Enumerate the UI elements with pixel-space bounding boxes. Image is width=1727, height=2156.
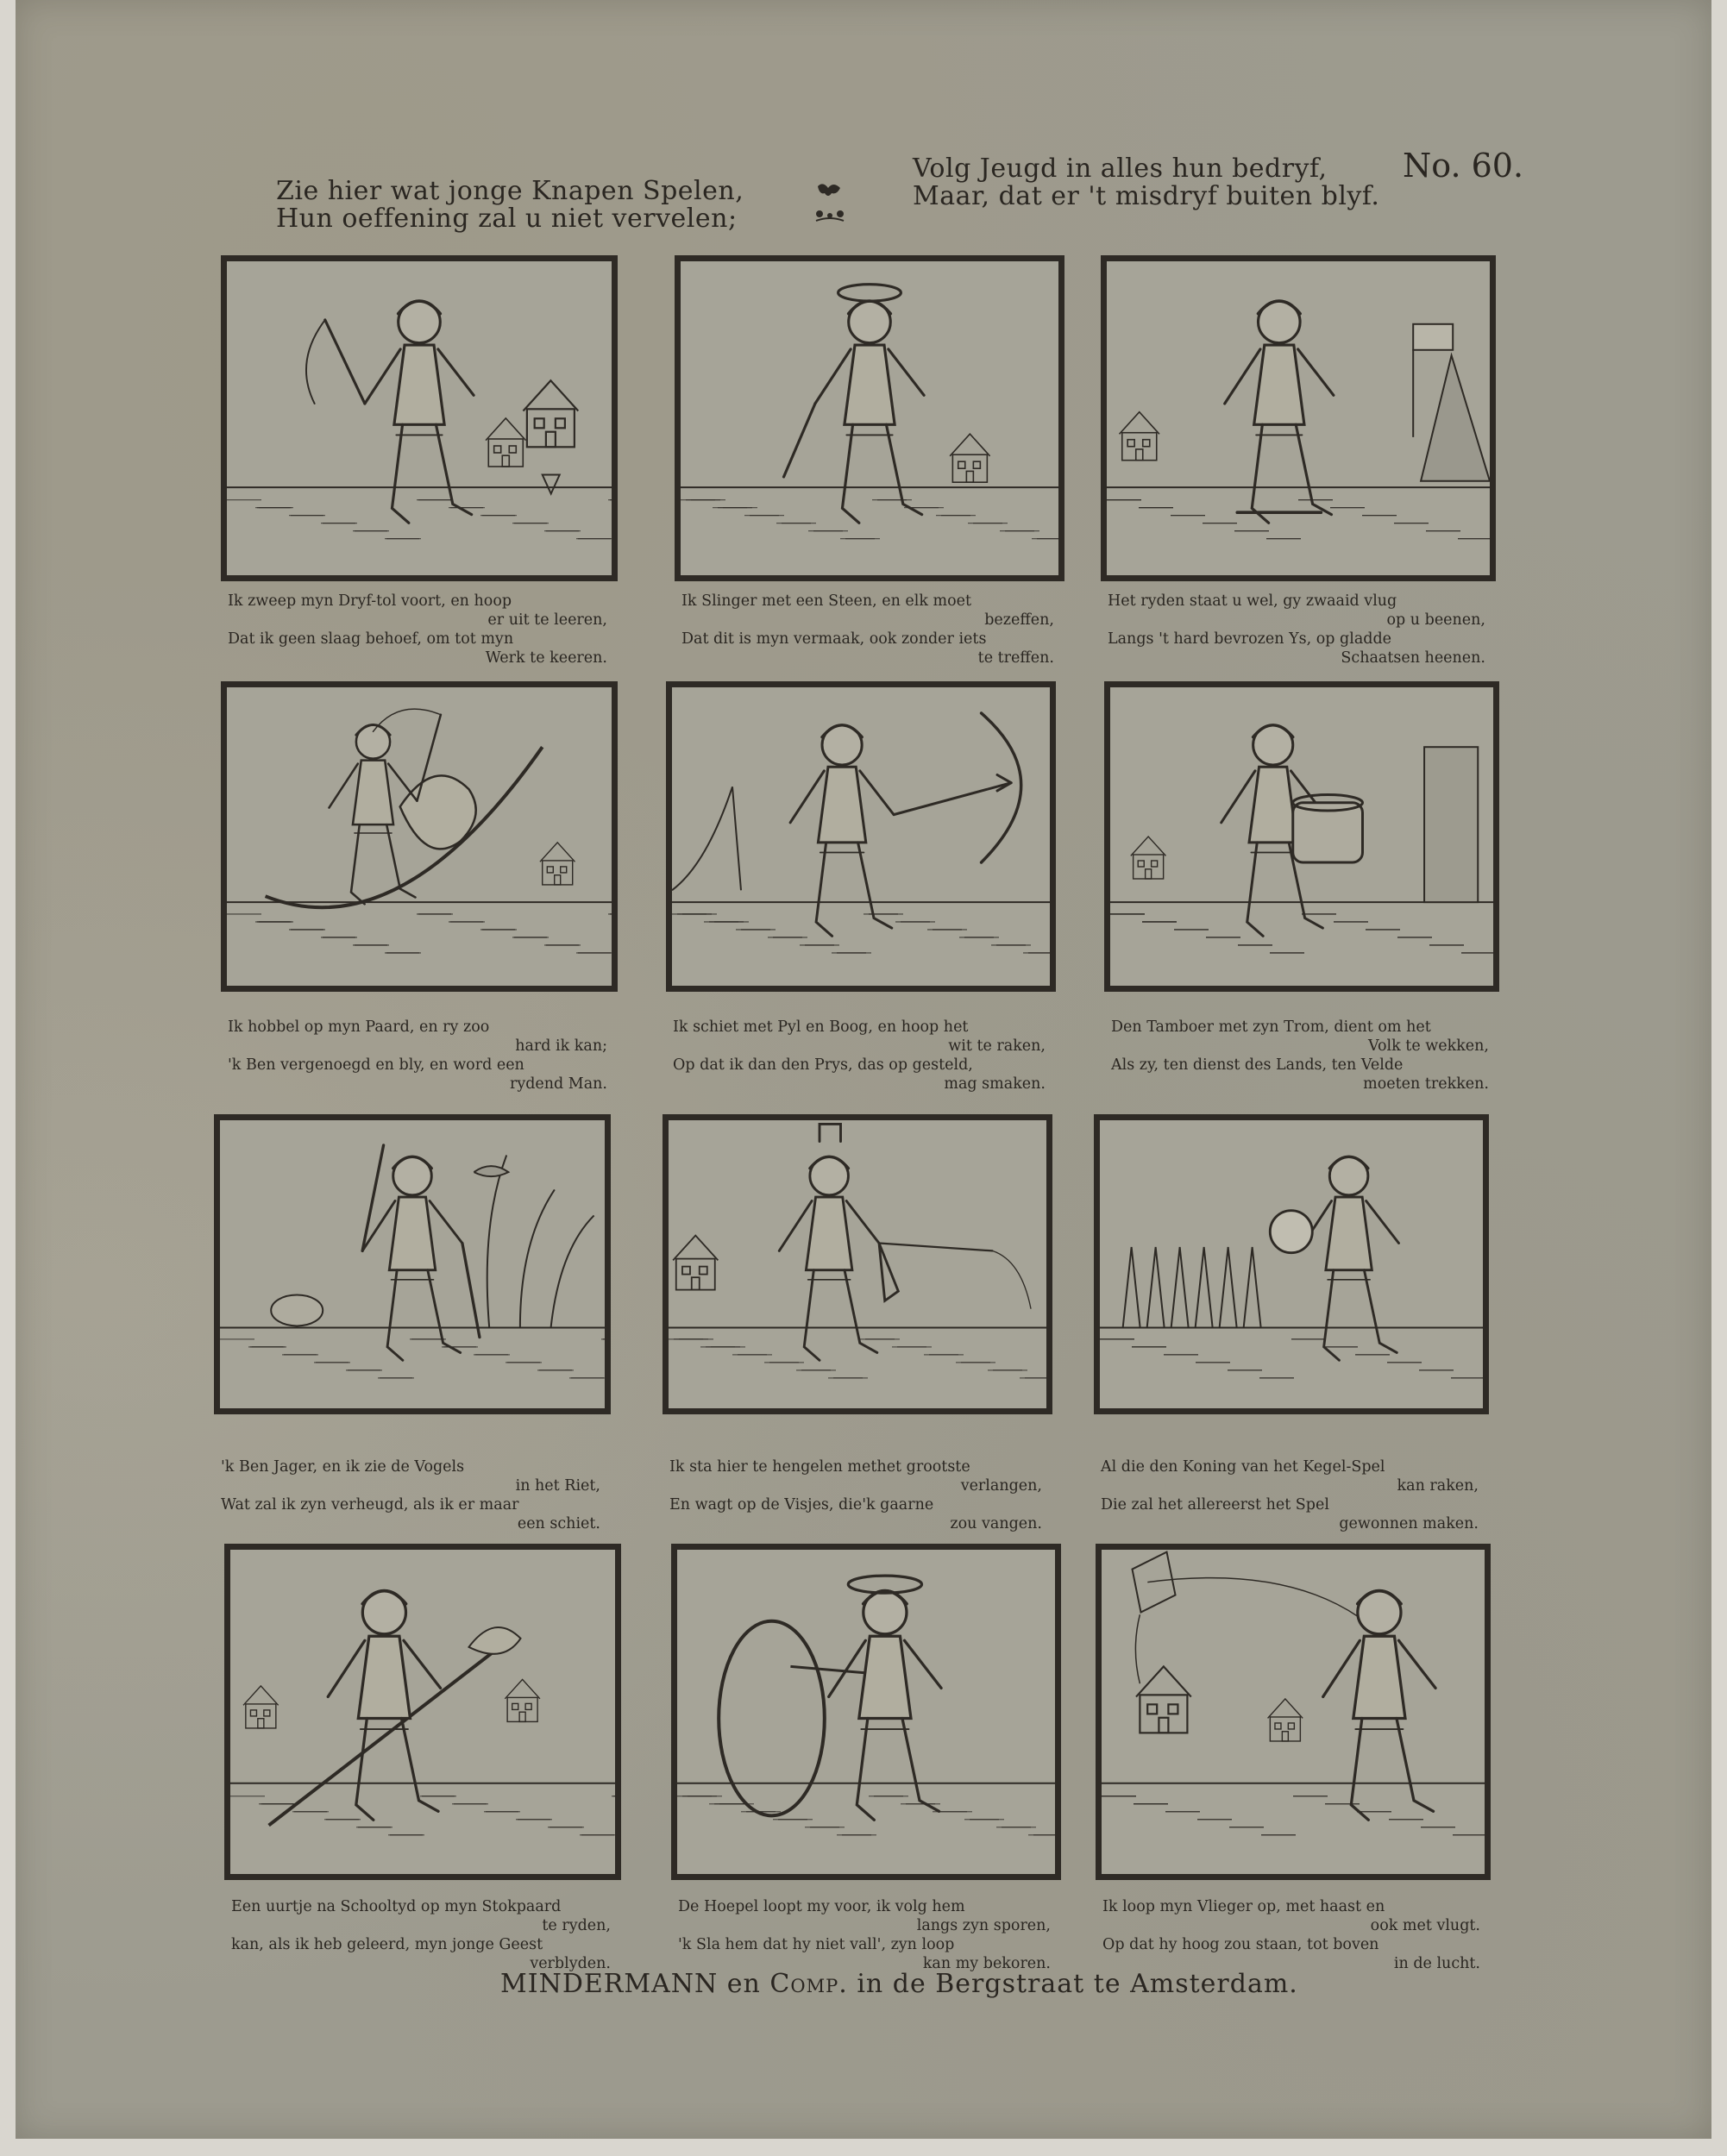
header-verse-left <box>276 178 744 233</box>
caption-line: Ik hobbel op myn Paard, en ry zoo <box>228 1018 490 1036</box>
caption-line: Dat ik geen slaag behoef, om tot myn <box>228 630 514 648</box>
woodcut-drummer <box>1104 681 1499 992</box>
caption-line: een schiet. <box>517 1515 600 1532</box>
caption-line: kan my bekoren. <box>922 1955 1051 1972</box>
woodcut-kite <box>1096 1544 1491 1880</box>
caption-line: hard ik kan; <box>515 1037 607 1055</box>
caption-drummer <box>1111 1018 1489 1094</box>
caption-line: Langs 't hard bevrozen Ys, op gladde <box>1108 630 1392 648</box>
caption-line: Ik sta hier te hengelen methet grootste <box>669 1458 970 1476</box>
woodcut-whip-top <box>221 255 618 581</box>
caption-line: te treffen. <box>977 649 1054 667</box>
woodcut-illustration <box>227 687 612 986</box>
caption-line: bezeffen, <box>984 611 1054 629</box>
caption-line: 'k Ben vergenoegd en bly, en word een <box>228 1056 524 1074</box>
woodcut-illustration <box>227 261 612 575</box>
woodcut-stick-horse <box>224 1544 621 1880</box>
publisher-connector: en <box>726 1969 761 1999</box>
woodcut-illustration <box>1110 687 1493 986</box>
woodcut-illustration <box>1107 261 1490 575</box>
caption-line: kan, als ik heb geleerd, myn jonge Geest <box>231 1936 543 1953</box>
woodcut-illustration <box>672 687 1050 986</box>
publisher-name: MINDERMANN <box>500 1969 719 1999</box>
caption-line: Als zy, ten dienst des Lands, ten Velde <box>1111 1056 1404 1074</box>
caption-line: Op dat hy hoog zou staan, tot boven <box>1102 1936 1379 1953</box>
woodcut-skating <box>1101 255 1496 581</box>
caption-sling <box>681 592 1054 667</box>
caption-line: Op dat ik dan den Prys, das op gesteld, <box>673 1056 973 1074</box>
caption-line: zou vangen. <box>950 1515 1042 1532</box>
caption-kite <box>1102 1897 1480 1973</box>
header-left-line1: Zie hier wat jonge Knapen Spelen, <box>276 176 744 206</box>
printer-ornament-icon <box>811 181 849 226</box>
caption-line: Ik schiet met Pyl en Boog, en hoop het <box>673 1018 969 1036</box>
caption-line: verlangen, <box>960 1477 1042 1495</box>
caption-line: Ik loop myn Vlieger op, met haast en <box>1102 1898 1385 1915</box>
caption-line: Ik Slinger met een Steen, en elk moet <box>681 592 972 610</box>
woodcut-hoop <box>671 1544 1061 1880</box>
caption-line: Schaatsen heenen. <box>1341 649 1485 667</box>
caption-stick-horse <box>231 1897 611 1973</box>
caption-line: verblyden. <box>530 1955 611 1972</box>
caption-line: er uit te leeren, <box>487 611 607 629</box>
caption-line: Al die den Koning van het Kegel-Spel <box>1101 1458 1385 1476</box>
caption-line: Dat dit is myn vermaak, ook zonder iets <box>681 630 987 648</box>
caption-line: 'k Sla hem dat hy niet vall', zyn loop <box>678 1936 955 1953</box>
caption-line: wit te raken, <box>948 1037 1046 1055</box>
woodcut-sling <box>675 255 1064 581</box>
caption-hoop <box>678 1897 1051 1973</box>
caption-line: rydend Man. <box>509 1075 607 1093</box>
caption-line: Het ryden staat u wel, gy zwaaid vlug <box>1108 592 1397 610</box>
woodcut-hobby-horse <box>221 681 618 992</box>
caption-line: langs zyn sporen, <box>916 1917 1051 1934</box>
woodcut-illustration <box>669 1120 1046 1408</box>
caption-skating <box>1108 592 1485 667</box>
caption-line: kan raken, <box>1397 1477 1479 1495</box>
woodcut-skittles <box>1094 1114 1489 1414</box>
publisher-comp: Comp. <box>769 1969 848 1999</box>
woodcut-illustration <box>681 261 1058 575</box>
woodcut-illustration <box>677 1550 1055 1874</box>
caption-angler <box>669 1457 1042 1533</box>
woodcut-angler <box>663 1114 1052 1414</box>
caption-line: En wagt op de Visjes, die'k gaarne <box>669 1496 934 1514</box>
woodcut-illustration <box>230 1550 615 1874</box>
header-right-line2: Maar, dat er 't misdryf buiten blyf. <box>913 181 1380 211</box>
caption-line: 'k Ben Jager, en ik zie de Vogels <box>221 1458 465 1476</box>
caption-line: moeten trekken. <box>1363 1075 1489 1093</box>
caption-archery <box>673 1018 1046 1094</box>
publisher-address: in de Bergstraat te Amsterdam. <box>857 1969 1298 1999</box>
caption-line: ook met vlugt. <box>1370 1917 1480 1934</box>
caption-line: Ik zweep myn Dryf-tol voort, en hoop <box>228 592 512 610</box>
caption-skittles <box>1101 1457 1479 1533</box>
caption-line: gewonnen maken. <box>1339 1515 1479 1532</box>
caption-line: Die zal het allereerst het Spel <box>1101 1496 1329 1514</box>
woodcut-archery <box>666 681 1056 992</box>
caption-line: De Hoepel loopt my voor, ik volg hem <box>678 1898 965 1915</box>
caption-line: Volk te wekken, <box>1367 1037 1489 1055</box>
sheet-number: No. 60. <box>1403 147 1524 185</box>
woodcut-illustration <box>1100 1120 1483 1408</box>
caption-line: te ryden, <box>542 1917 611 1934</box>
caption-hunter <box>221 1457 600 1533</box>
woodcut-hunter <box>214 1114 611 1414</box>
woodcut-illustration <box>1102 1550 1485 1874</box>
caption-line: Den Tamboer met zyn Trom, dient om het <box>1111 1018 1431 1036</box>
caption-hobby-horse <box>228 1018 607 1094</box>
caption-line: in de lucht. <box>1393 1955 1480 1972</box>
caption-line: mag smaken. <box>944 1075 1046 1093</box>
header-verse-right <box>913 155 1379 210</box>
caption-line: op u beenen, <box>1386 611 1485 629</box>
publisher-imprint <box>500 1969 1298 1999</box>
header-right-line1: Volg Jeugd in alles hun bedryf, <box>913 154 1328 184</box>
caption-line: in het Riet, <box>515 1477 600 1495</box>
caption-line: Een uurtje na Schooltyd op myn Stokpaard <box>231 1898 562 1915</box>
header-left-line2: Hun oeffening zal u niet vervelen; <box>276 204 738 234</box>
woodcut-illustration <box>220 1120 605 1408</box>
caption-line: Wat zal ik zyn verheugd, als ik er maar <box>221 1496 519 1514</box>
caption-whip-top <box>228 592 607 667</box>
caption-line: Werk te keeren. <box>485 649 607 667</box>
